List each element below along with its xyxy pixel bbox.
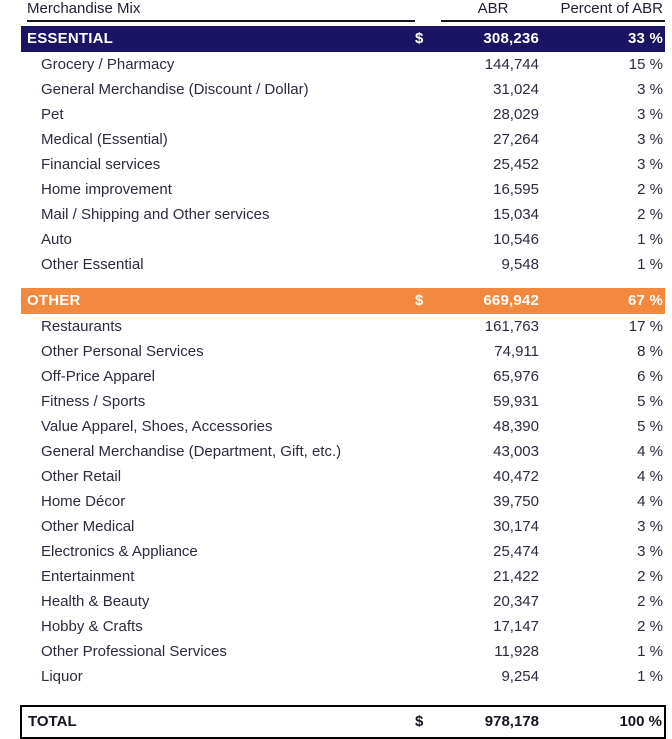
row-currency-symbol: [415, 364, 441, 389]
row-percent-value: 5 %: [637, 393, 663, 410]
table-row: [21, 489, 665, 514]
table-row: [21, 127, 665, 152]
row-currency-symbol: [415, 77, 441, 102]
row-abr-value: 16,595: [493, 181, 539, 198]
row-abr-value: 21,422: [493, 568, 539, 585]
row-label: Electronics & Appliance: [41, 543, 198, 560]
column-header-percent-of-abr: [545, 0, 665, 26]
table-row: [21, 614, 665, 639]
row-abr-value: 17,147: [493, 618, 539, 635]
row-abr-value: 27,264: [493, 131, 539, 148]
row-abr-value: 31,024: [493, 81, 539, 98]
row-label: Other Retail: [41, 468, 122, 485]
table-row: [21, 77, 665, 102]
table-row: [21, 539, 665, 564]
row-percent-value: 2 %: [637, 593, 663, 610]
row-currency-symbol: [415, 227, 441, 252]
row-currency-symbol: [415, 539, 441, 564]
table-row: [21, 314, 665, 339]
table-header: [21, 0, 665, 26]
row-spacer: [21, 277, 665, 288]
row-percent-value: 1 %: [637, 231, 663, 248]
row-label: Mail / Shipping and Other services: [41, 206, 270, 223]
row-label: Value Apparel, Shoes, Accessories: [41, 418, 273, 435]
section-header-row: [21, 26, 665, 52]
row-percent-value: 3 %: [637, 156, 663, 173]
total-label: [21, 706, 415, 738]
table-row: [21, 177, 665, 202]
row-abr-value: 9,254: [501, 668, 539, 685]
row-abr-value: 161,763: [484, 318, 539, 335]
column-header-merchandise-mix: [21, 0, 415, 26]
row-abr-value: 15,034: [493, 206, 539, 223]
row-spacer-cell: [21, 689, 665, 706]
row-percent-value: 4 %: [637, 493, 663, 510]
section-header-percent-value: 33 %: [545, 26, 665, 52]
table-row: [21, 639, 665, 664]
row-label: Other Professional Services: [41, 643, 227, 660]
row-label: Liquor: [41, 668, 83, 685]
row-label: Grocery / Pharmacy: [41, 56, 175, 73]
row-percent-value: 3 %: [637, 81, 663, 98]
row-abr-value: 10,546: [493, 231, 539, 248]
table-row: [21, 152, 665, 177]
row-percent-value: 3 %: [637, 543, 663, 560]
row-currency-symbol: [415, 589, 441, 614]
row-label: Restaurants: [41, 318, 122, 335]
row-abr-value: 65,976: [493, 368, 539, 385]
section-header-currency-symbol: $: [415, 26, 441, 52]
row-currency-symbol: [415, 127, 441, 152]
row-label: Hobby & Crafts: [41, 618, 143, 635]
row-currency-symbol: [415, 614, 441, 639]
table-row: [21, 389, 665, 414]
row-percent-value: 4 %: [637, 468, 663, 485]
merchandise-mix-table: [20, 0, 666, 739]
total-percent-value: 100 %: [545, 706, 665, 738]
table-row: [21, 464, 665, 489]
row-abr-value: 40,472: [493, 468, 539, 485]
row-currency-symbol: [415, 339, 441, 364]
row-label: Home Décor: [41, 493, 126, 510]
table-row: [21, 339, 665, 364]
section-header-abr-value: 669,942: [441, 288, 545, 314]
row-label: Auto: [41, 231, 72, 248]
row-percent-value: 17 %: [628, 318, 663, 335]
row-label: Financial services: [41, 156, 161, 173]
row-spacer: [21, 689, 665, 706]
row-label: General Merchandise (Department, Gift, etc.): [41, 443, 342, 460]
row-currency-symbol: [415, 664, 441, 689]
column-header-percent-of-abr-label: Percent of ABR: [545, 0, 665, 22]
total-abr-value: 978,178: [441, 706, 545, 738]
table-row: [21, 102, 665, 127]
row-currency-symbol: [415, 177, 441, 202]
column-header-abr-label: ABR: [441, 0, 545, 22]
table-row: [21, 514, 665, 539]
table-row: [21, 664, 665, 689]
total-row: [21, 706, 665, 738]
row-percent-value: 3 %: [637, 106, 663, 123]
row-percent-value: 2 %: [637, 206, 663, 223]
section-header-row: [21, 288, 665, 314]
row-currency-symbol: [415, 52, 441, 77]
row-percent-value: 1 %: [637, 668, 663, 685]
table-row: [21, 589, 665, 614]
table-row: [21, 564, 665, 589]
section-header-currency-symbol: $: [415, 288, 441, 314]
row-spacer-cell: [21, 277, 665, 288]
row-currency-symbol: [415, 489, 441, 514]
table-row: [21, 414, 665, 439]
row-currency-symbol: [415, 152, 441, 177]
column-header-abr: [441, 0, 545, 26]
row-abr-value: 11,928: [494, 643, 539, 660]
row-currency-symbol: [415, 414, 441, 439]
row-currency-symbol: [415, 439, 441, 464]
row-currency-symbol: [415, 564, 441, 589]
row-currency-symbol: [415, 514, 441, 539]
table-row: [21, 202, 665, 227]
row-label: Entertainment: [41, 568, 135, 585]
row-label: Off-Price Apparel: [41, 368, 155, 385]
table-body: [21, 26, 665, 738]
row-percent-value: 2 %: [637, 618, 663, 635]
section-header-abr-value: 308,236: [441, 26, 545, 52]
row-percent-value: 6 %: [637, 368, 663, 385]
total-label-text: TOTAL: [28, 713, 77, 730]
row-abr-value: 25,474: [493, 543, 539, 560]
section-header-percent-value: 67 %: [545, 288, 665, 314]
row-percent-value: 2 %: [637, 568, 663, 585]
row-percent-value: 2 %: [637, 181, 663, 198]
row-label: General Merchandise (Discount / Dollar): [41, 81, 309, 98]
column-header-merchandise-mix-label: Merchandise Mix: [27, 0, 415, 22]
section-header-name: OTHER: [21, 288, 415, 314]
row-label: Other Medical: [41, 518, 135, 535]
row-label: Health & Beauty: [41, 593, 150, 610]
row-label: Other Personal Services: [41, 343, 204, 360]
row-abr-value: 25,452: [493, 156, 539, 173]
row-currency-symbol: [415, 314, 441, 339]
row-abr-value: 30,174: [493, 518, 539, 535]
section-header-name: ESSENTIAL: [21, 26, 415, 52]
row-currency-symbol: [415, 464, 441, 489]
row-percent-value: 3 %: [637, 518, 663, 535]
row-percent-value: 8 %: [637, 343, 663, 360]
row-currency-symbol: [415, 389, 441, 414]
row-percent-value: 3 %: [637, 131, 663, 148]
row-abr-value: 59,931: [493, 393, 539, 410]
table-row: [21, 252, 665, 277]
row-currency-symbol: [415, 202, 441, 227]
row-abr-value: 9,548: [501, 256, 539, 273]
row-currency-symbol: [415, 252, 441, 277]
row-label: Pet: [41, 106, 64, 123]
row-label: Fitness / Sports: [41, 393, 146, 410]
row-abr-value: 39,750: [493, 493, 539, 510]
table-row: [21, 52, 665, 77]
row-abr-value: 144,744: [484, 56, 539, 73]
table-row: [21, 364, 665, 389]
row-currency-symbol: [415, 102, 441, 127]
row-percent-value: 5 %: [637, 418, 663, 435]
row-abr-value: 20,347: [493, 593, 539, 610]
row-label: Medical (Essential): [41, 131, 168, 148]
column-header-currency-spacer: [415, 0, 441, 26]
header-row: [21, 0, 665, 26]
table-row: [21, 439, 665, 464]
row-abr-value: 28,029: [493, 106, 539, 123]
row-abr-value: 48,390: [493, 418, 539, 435]
total-currency-symbol: $: [415, 706, 441, 738]
row-currency-symbol: [415, 639, 441, 664]
row-label: Home improvement: [41, 181, 172, 198]
row-percent-value: 1 %: [637, 643, 663, 660]
row-abr-value: 43,003: [493, 443, 539, 460]
row-label: Other Essential: [41, 256, 144, 273]
row-percent-value: 1 %: [637, 256, 663, 273]
row-abr-value: 74,911: [494, 343, 539, 360]
row-percent-value: 4 %: [637, 443, 663, 460]
row-percent-value: 15 %: [628, 56, 663, 73]
table-row: [21, 227, 665, 252]
